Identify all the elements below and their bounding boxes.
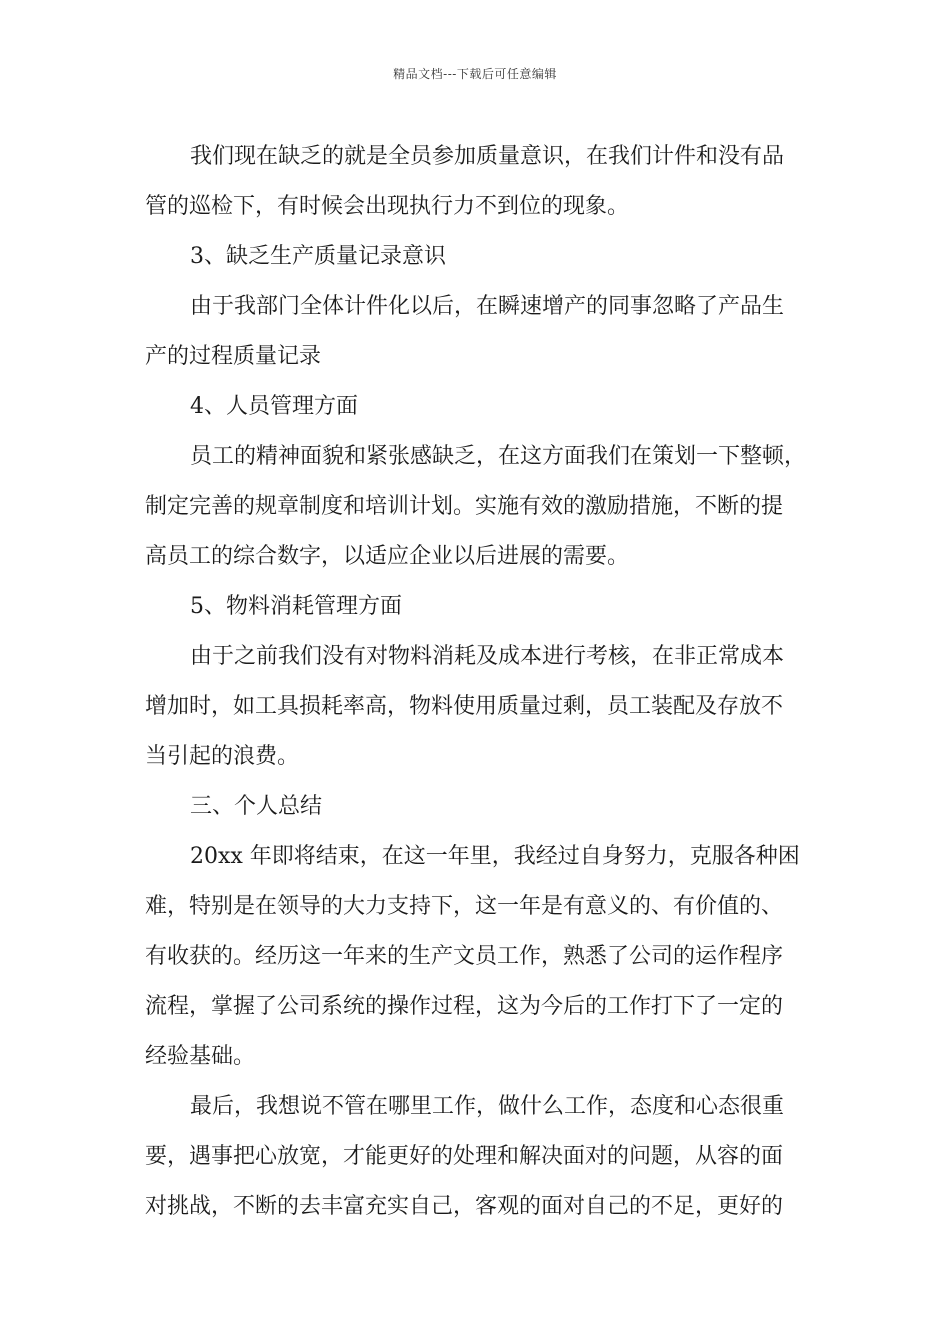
text-line: 难，特别是在领导的大力支持下，这一年是有意义的、有价值的、 xyxy=(145,894,784,919)
text-line: 增加时，如工具损耗率高，物料使用质量过剩，员工装配及存放不 xyxy=(145,694,784,719)
text-line: 当引起的浪费。 xyxy=(145,744,300,769)
text-line: 3、缺乏生产质量记录意识 xyxy=(190,244,446,269)
text-line: 最后，我想说不管在哪里工作，做什么工作，态度和心态很重 xyxy=(190,1094,785,1119)
text-line: 20xx 年即将结束，在这一年里，我经过自身努力，克服各种困 xyxy=(190,844,800,869)
text-line: 员工的精神面貌和紧张感缺乏，在这方面我们在策划一下整顿， xyxy=(190,444,807,469)
text-line: 由于我部门全体计件化以后，在瞬速增产的同事忽略了产品生 xyxy=(190,294,785,319)
document-body xyxy=(145,132,810,1232)
text-line: 5、物料消耗管理方面 xyxy=(190,594,402,619)
text-line: 管的巡检下，有时候会出现执行力不到位的现象。 xyxy=(145,194,630,219)
text-line: 4、人员管理方面 xyxy=(190,394,358,419)
text-line: 经验基础。 xyxy=(145,1044,256,1069)
text-line: 三、个人总结 xyxy=(190,794,323,819)
text-line: 产的过程质量记录 xyxy=(145,344,322,369)
page-header: 精品文档---下载后可任意编辑 xyxy=(393,67,557,81)
text-line: 我们现在缺乏的就是全员参加质量意识，在我们计件和没有品 xyxy=(190,144,785,169)
text-line: 对挑战，不断的去丰富充实自己，客观的面对自己的不足，更好的 xyxy=(145,1194,784,1219)
text-line: 由于之前我们没有对物料消耗及成本进行考核，在非正常成本 xyxy=(190,644,785,669)
text-line: 高员工的综合数字，以适应企业以后进展的需要。 xyxy=(145,544,630,569)
text-line: 要，遇事把心放宽，才能更好的处理和解决面对的问题，从容的面 xyxy=(145,1144,784,1169)
text-line: 有收获的。经历这一年来的生产文员工作，熟悉了公司的运作程序 xyxy=(145,944,784,969)
text-line: 流程，掌握了公司系统的操作过程，这为今后的工作打下了一定的 xyxy=(145,994,784,1019)
text-line: 制定完善的规章制度和培训计划。实施有效的激励措施，不断的提 xyxy=(145,494,784,519)
